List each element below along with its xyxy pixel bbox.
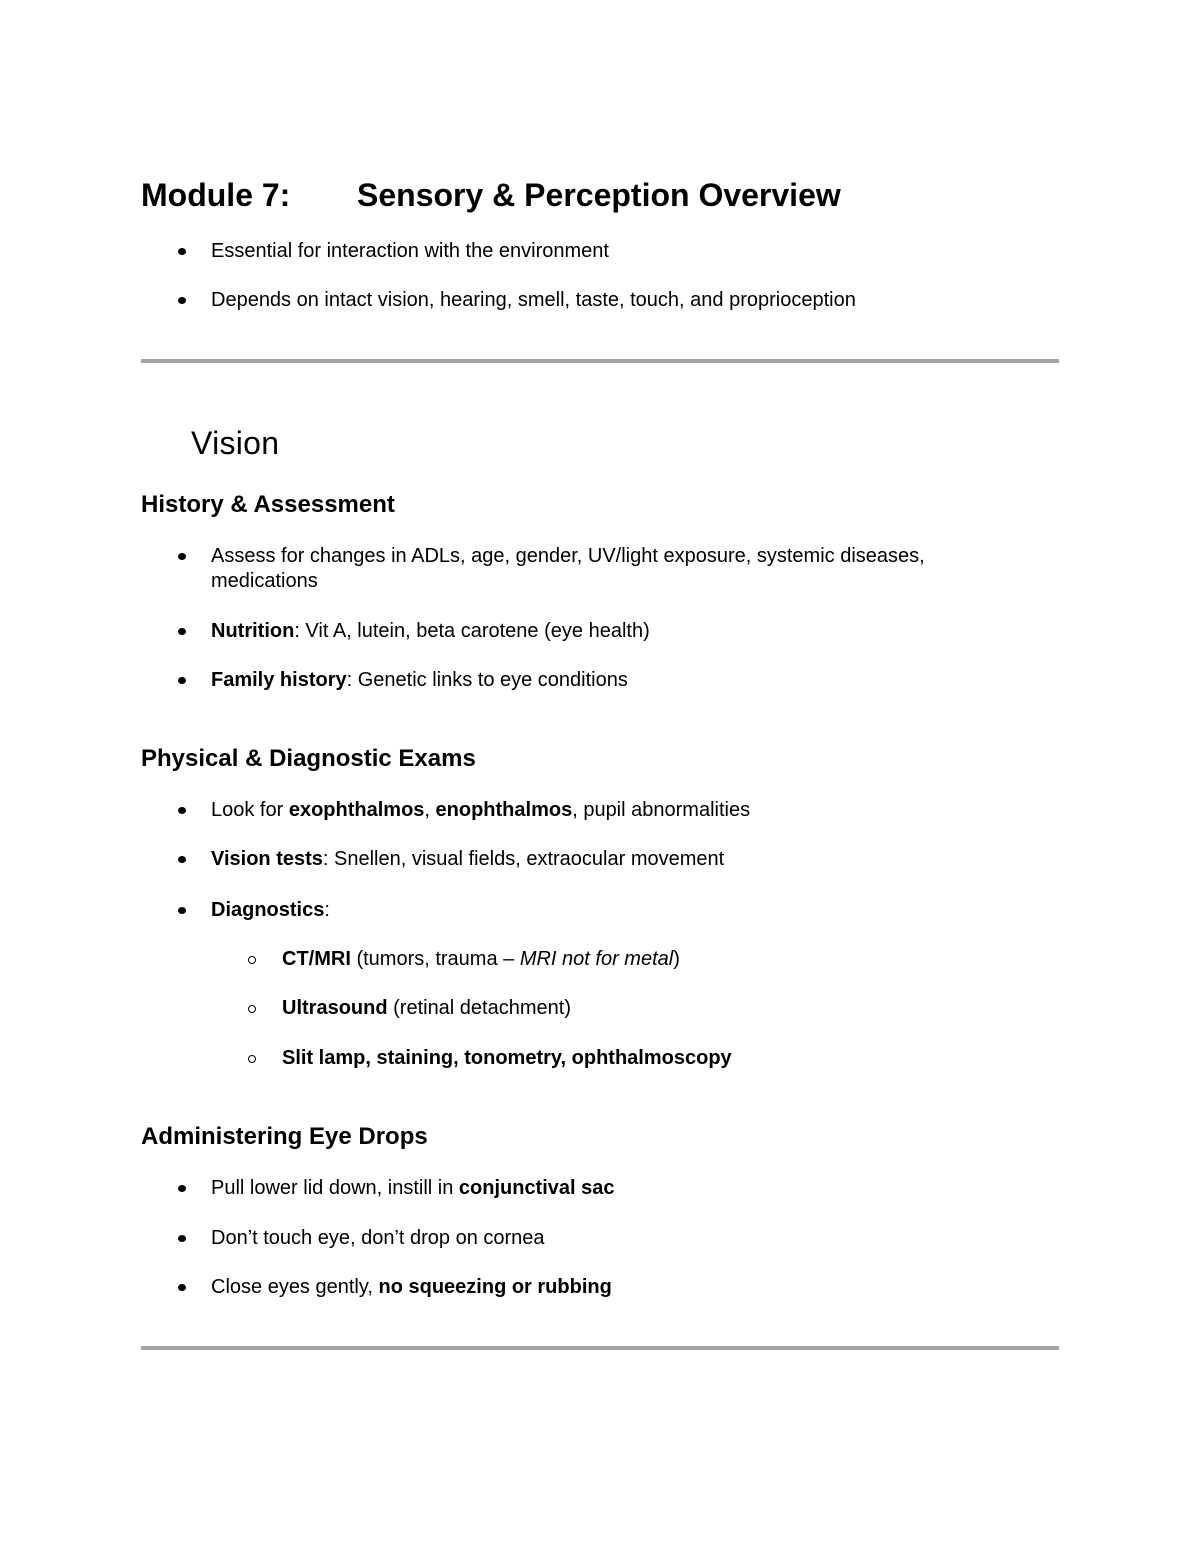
item-bold-label: CT/MRI bbox=[282, 948, 351, 970]
item-text: : Snellen, visual fields, extraocular movement bbox=[322, 848, 725, 870]
item-bold-term: conjunctival sac bbox=[458, 1177, 615, 1199]
drops-item-close-eyes bbox=[211, 1275, 612, 1300]
section-title-vision: Vision bbox=[191, 425, 280, 461]
item-italic-note: MRI not for metal bbox=[519, 948, 674, 970]
bullet-dot bbox=[178, 807, 186, 814]
horizontal-divider bbox=[141, 359, 1059, 363]
bullet-dot bbox=[178, 856, 186, 863]
exam-item-diagnostics bbox=[211, 898, 330, 923]
module-bullet-text: Depends on intact vision, hearing, smell, taste, touch, and proprioception bbox=[211, 289, 856, 311]
bullet-dot bbox=[178, 1284, 186, 1291]
item-bold-label: Family history bbox=[211, 669, 347, 691]
item-bold-term: enophthalmos bbox=[435, 799, 573, 821]
circle-bullet bbox=[248, 1055, 256, 1063]
item-bold-label: Diagnostics bbox=[211, 899, 325, 921]
item-bold-label: Nutrition bbox=[211, 620, 295, 642]
bullet-dot bbox=[178, 1235, 186, 1242]
item-text: : Vit A, lutein, beta carotene (eye health) bbox=[294, 620, 650, 642]
item-text: : bbox=[324, 899, 330, 921]
item-text: (tumors, trauma – bbox=[350, 948, 520, 970]
item-text: Pull lower lid down, instill in bbox=[211, 1177, 459, 1199]
module-title: Sensory & Perception Overview bbox=[357, 177, 841, 213]
bullet-dot bbox=[178, 677, 186, 684]
diagnostic-subitem-ultrasound bbox=[282, 996, 571, 1021]
circle-bullet bbox=[248, 956, 256, 964]
item-text: Look for bbox=[211, 799, 289, 821]
history-item-family bbox=[211, 668, 628, 693]
module-bullet-text: Essential for interaction with the environment bbox=[211, 240, 609, 262]
exam-item-vision-tests bbox=[211, 847, 724, 872]
history-item-nutrition bbox=[211, 619, 650, 644]
item-bold-term: no squeezing or rubbing bbox=[378, 1276, 612, 1298]
item-text: : Genetic links to eye conditions bbox=[346, 669, 628, 691]
diagnostic-subitem-slit-lamp bbox=[282, 1046, 732, 1071]
circle-bullet bbox=[248, 1005, 256, 1013]
horizontal-divider bbox=[141, 1346, 1059, 1350]
exam-item-look-for bbox=[211, 798, 750, 823]
item-bold-term: exophthalmos bbox=[288, 799, 425, 821]
item-text: Close eyes gently, bbox=[211, 1276, 379, 1298]
history-item-text-continued: medications bbox=[211, 570, 318, 592]
bullet-dot bbox=[178, 628, 186, 635]
module-label: Module 7: bbox=[141, 177, 291, 213]
bullet-dot bbox=[178, 907, 186, 914]
bullet-dot bbox=[178, 1185, 186, 1192]
item-text: ) bbox=[673, 948, 680, 970]
bullet-dot bbox=[178, 553, 186, 560]
diagnostic-subitem-ctmri bbox=[282, 947, 680, 972]
subsection-heading-history: History & Assessment bbox=[141, 491, 395, 518]
item-bold-label: Vision tests bbox=[211, 848, 323, 870]
bullet-dot bbox=[178, 297, 186, 304]
item-text: , bbox=[424, 799, 436, 821]
subsection-heading-exams: Physical & Diagnostic Exams bbox=[141, 745, 476, 772]
history-item-text: Assess for changes in ADLs, age, gender, UV/light exposure, systemic diseases, bbox=[211, 545, 925, 567]
item-bold-label: Ultrasound bbox=[282, 997, 388, 1019]
drops-item-pull-lid bbox=[211, 1176, 615, 1201]
bullet-dot bbox=[178, 248, 186, 255]
item-text: (retinal detachment) bbox=[387, 997, 571, 1019]
drops-item-dont-touch: Don’t touch eye, don’t drop on cornea bbox=[211, 1227, 545, 1249]
item-bold-label: Slit lamp, staining, tonometry, ophthalmoscopy bbox=[282, 1047, 732, 1069]
item-text: , pupil abnormalities bbox=[572, 799, 751, 821]
subsection-heading-eye-drops: Administering Eye Drops bbox=[141, 1123, 428, 1150]
